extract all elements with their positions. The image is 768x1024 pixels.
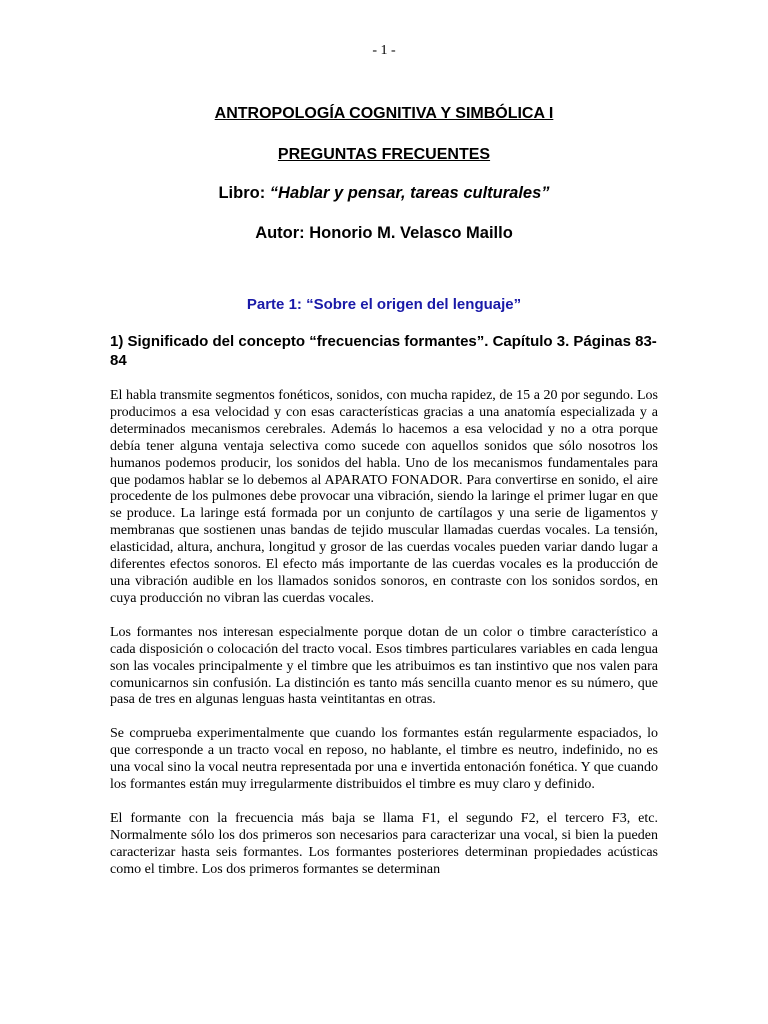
- paragraph: El habla transmite segmentos fonéticos, sonidos, con mucha rapidez, de 15 a 20 por segundo. Los producimos a esa velocidad y con esas características gracias a una anatomía especializada y a determinados mecanismos cerebrales. Además lo hacemos a esa velocidad y no a otra porque debía tener alguna ventaja selectiva como sucede con aquellos sonidos que sólo nosotros los humanos podemos producir, los sonidos del habla. Uno de los mecanismos fundamentales para que podamos hablar se lo debemos al APARATO FONADOR. Para convertirse en sonido, el aire procedente de los pulmones debe provocar una vibración, siendo la laringe el primer lugar en que se produce. La laringe está formada por un conjunto de cartílagos y una serie de ligamentos y membranas que sostienen unas bandas de tejido muscular llamadas cuerdas vocales. La tensión, elasticidad, altura, anchura, longitud y grosor de las cuerdas vocales pueden variar dando lugar a diferentes efectos sonoros. El efecto más importante de las cuerdas vocales es la producción de una vibración audible en los llamados sonidos sonoros, en contraste con los sonidos sordos, en cuya producción no vibran las cuerdas vocales.: [110, 388, 658, 606]
- faq-title: PREGUNTAS FRECUENTES: [277, 146, 491, 163]
- paragraph: Los formantes nos interesan especialmente porque dotan de un color o timbre característico a cada disposición o colocación del tracto vocal. Esos timbres particulares variables en cada lengua son las vocales principalmente y el timbre que les atribuimos es tan instintivo que nos valen para comunicarnos sin confusión. La distinción es tanto más sencilla cuanto menor es su número, que pasa de tres en algunas lenguas hasta veintitantas en otras.: [110, 624, 658, 708]
- book-label: Libro:: [218, 184, 270, 202]
- course-title: ANTROPOLOGÍA COGNITIVA Y SIMBÓLICA I: [214, 105, 554, 122]
- question-heading: 1) Significado del concepto “frecuencias formantes”. Capítulo 3. Páginas 83-84: [110, 333, 657, 369]
- page-number: - 1 -: [372, 43, 396, 58]
- paragraph: El formante con la frecuencia más baja se llama F1, el segundo F2, el tercero F3, etc. Normalmente sólo los dos primeros son necesarios para caracterizar una vocal, si bien la pueden caracterizar hasta seis formantes. Los formantes posteriores determinan propiedades acústicas como el timbre. Los dos primeros formantes se determinan: [110, 810, 658, 877]
- body-text: [110, 388, 658, 896]
- part-title: Parte 1: “Sobre el origen del lenguaje”: [246, 296, 522, 313]
- author-line: Autor: Honorio M. Velasco Maillo: [255, 224, 513, 242]
- book-line: [0, 184, 768, 203]
- paragraph: Se comprueba experimentalmente que cuando los formantes están regularmente espaciados, lo que corresponde a un tracto vocal en reposo, no hablante, el timbre es neutro, indefinido, no es una vocal sino la vocal neutra representada por una e invertida entonación fonética. Y que cuando los formantes están muy irregularmente distribuidos el timbre es muy claro y definido.: [110, 726, 658, 793]
- book-title: “Hablar y pensar, tareas culturales”: [269, 184, 550, 202]
